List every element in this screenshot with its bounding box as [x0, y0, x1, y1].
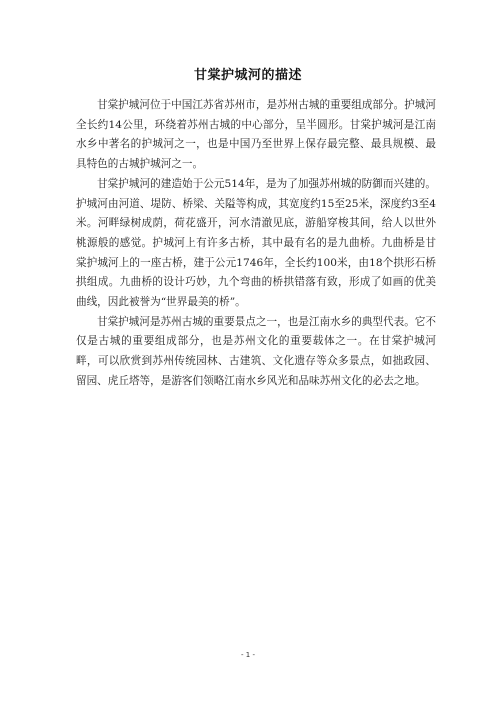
page-number: - 1 -	[241, 651, 255, 659]
paragraph-3: 甘棠护城河是苏州古城的重要景点之一，也是江南水乡的典型代表。它不仅是古城的重要组成部分，也是苏州文化的重要载体之一。在甘棠护城河畔，可以欣赏到苏州传统园林、古建筑、文化遗存等众多景点，如拙政园、留园、虎丘塔等，是游客们领略江南水乡风光和品味苏州文化的必去之地。	[76, 315, 436, 387]
document-body	[76, 96, 436, 392]
paragraph-2: 甘棠护城河的建造始于公元514年，是为了加强苏州城的防御而兴建的。护城河由河道、堤防、桥梁、关隘等构成，其宽度约15至25米，深度约3至4米。河畔绿树成荫，荷花盛开，河水清澈见底，游船穿梭其间，给人以世外桃源般的感觉。护城河上有许多古桥，其中最有名的是九曲桥。九曲桥是甘棠护城河上的一座古桥，建于公元1746年，全长约100米，由18个拱形石桥拱组成。九曲桥的设计巧妙，九个弯曲的桥拱错落有致，形成了如画的优美曲线，因此被誉为“世界最美的桥”。	[76, 177, 436, 309]
document-title: 甘棠护城河的描述	[193, 68, 302, 83]
paragraph-1: 甘棠护城河位于中国江苏省苏州市，是苏州古城的重要组成部分。护城河全长约14公里，环绕着苏州古城的中心部分，呈半圆形。甘棠护城河是江南水乡中著名的护城河之一，也是中国乃至世界上保存最完整、最具规模、最具特色的古城护城河之一。	[76, 99, 436, 171]
